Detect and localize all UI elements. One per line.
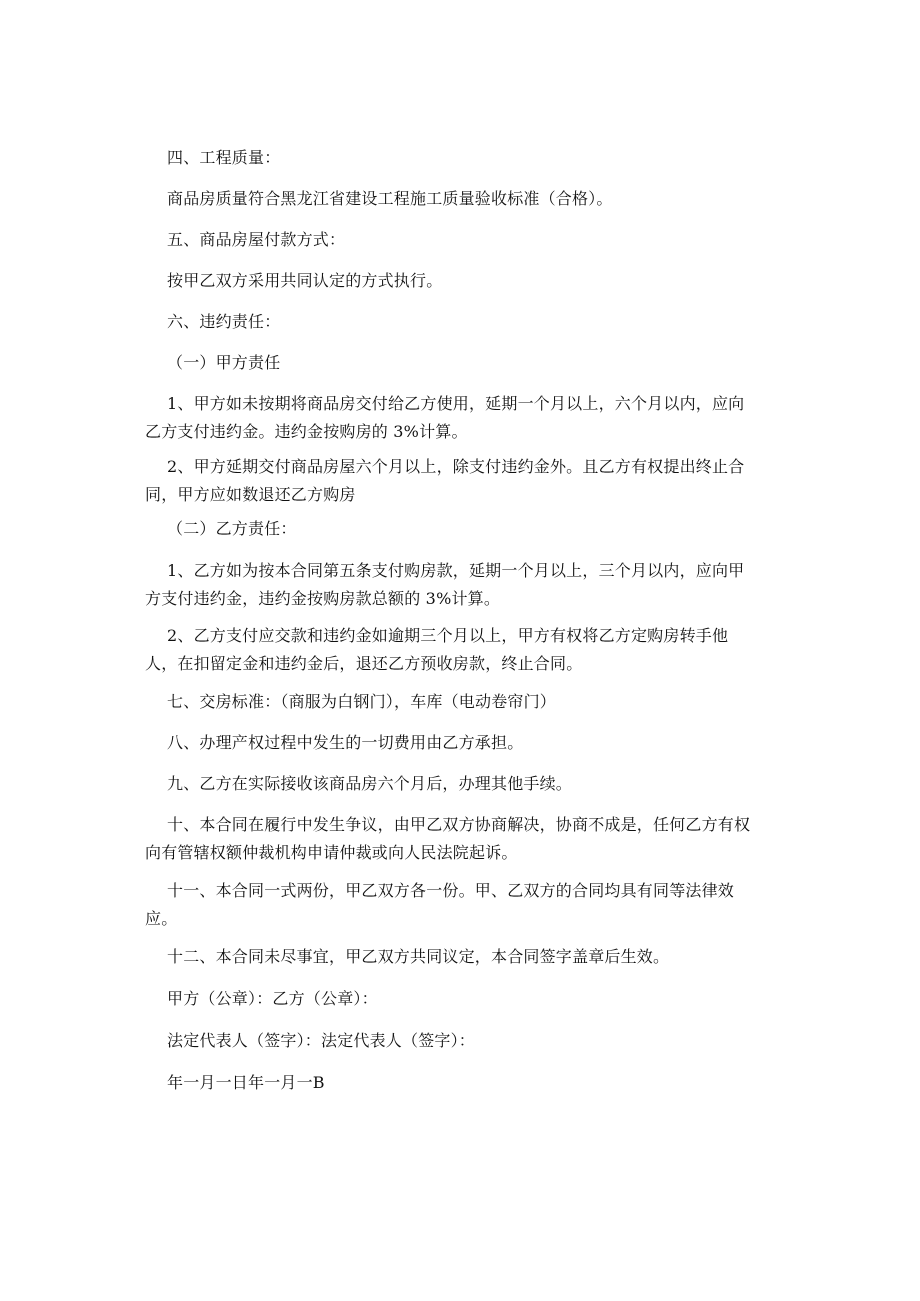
party-b-clause-2-line-1: 2、乙方支付应交款和违约金如逾期三个月以上，甲方有权将乙方定购房转手他 — [167, 626, 729, 645]
section-10-line-2: 向有管辖权额仲裁机构申请仲裁或向人民法院起诉。 — [145, 843, 518, 862]
section-9: 九、乙方在实际接收该商品房六个月后，办理其他手续。 — [167, 774, 573, 793]
party-b-clause-1-line-1: 1、乙方如为按本合同第五条支付购房款，延期一个月以上，三个月以内，应向甲 — [167, 561, 745, 580]
section-7: 七、交房标准：（商服为白钢门），车库（电动卷帘门） — [167, 692, 557, 711]
party-a-clause-2 — [145, 453, 777, 509]
party-a-clause-1-line-1: 1、甲方如未按期将商品房交付给乙方使用，延期一个月以上，六个月以内，应向 — [167, 394, 745, 413]
signature-seal-line: 甲方（公章）：乙方（公章）： — [167, 989, 378, 1008]
party-b-liability-heading: （二）乙方责任： — [167, 519, 297, 538]
signature-representative-line: 法定代表人（签字）：法定代表人（签字）： — [167, 1031, 476, 1050]
section-11-line-2: 应。 — [145, 909, 178, 928]
party-b-clause-1 — [145, 557, 777, 613]
section-11 — [145, 877, 777, 933]
section-10-line-1: 十、本合同在履行中发生争议，由甲乙双方协商解决，协商不成是，任何乙方有权 — [167, 815, 751, 834]
section-10 — [145, 811, 777, 867]
party-a-clause-2-line-1: 2、甲方延期交付商品房屋六个月以上，除支付违约金外。且乙方有权提出终止合 — [167, 457, 745, 476]
party-b-clause-1-line-2: 方支付违约金，违约金按购房款总额的 3%计算。 — [145, 589, 501, 608]
signature-date-line: 年一月一日年一月一B — [167, 1073, 325, 1092]
section-4-body: 商品房质量符合黑龙江省建设工程施工质量验收标准（合格）。 — [167, 189, 613, 208]
party-a-clause-1-line-2: 乙方支付违约金。违约金按购房的 3%计算。 — [145, 422, 468, 441]
section-4-heading: 四、工程质量： — [167, 148, 281, 167]
section-8: 八、办理产权过程中发生的一切费用由乙方承担。 — [167, 733, 524, 752]
section-12: 十二、本合同未尽事宜，甲乙双方共同议定，本合同签字盖章后生效。 — [167, 947, 670, 966]
party-a-liability-heading: （一）甲方责任 — [167, 353, 281, 372]
party-a-clause-2-line-2: 同，甲方应如数退还乙方购房 — [145, 485, 356, 504]
section-5-body: 按甲乙双方采用共同认定的方式执行。 — [167, 271, 443, 290]
party-b-clause-2-line-2: 人，在扣留定金和违约金后，退还乙方预收房款，终止合同。 — [145, 654, 583, 673]
party-b-clause-2 — [145, 622, 777, 678]
section-11-line-1: 十一、本合同一式两份，甲乙双方各一份。甲、乙双方的合同均具有同等法律效 — [167, 881, 735, 900]
section-6-heading: 六、违约责任： — [167, 312, 281, 331]
section-5-heading: 五、商品房屋付款方式： — [167, 230, 346, 249]
party-a-clause-1 — [145, 390, 777, 446]
